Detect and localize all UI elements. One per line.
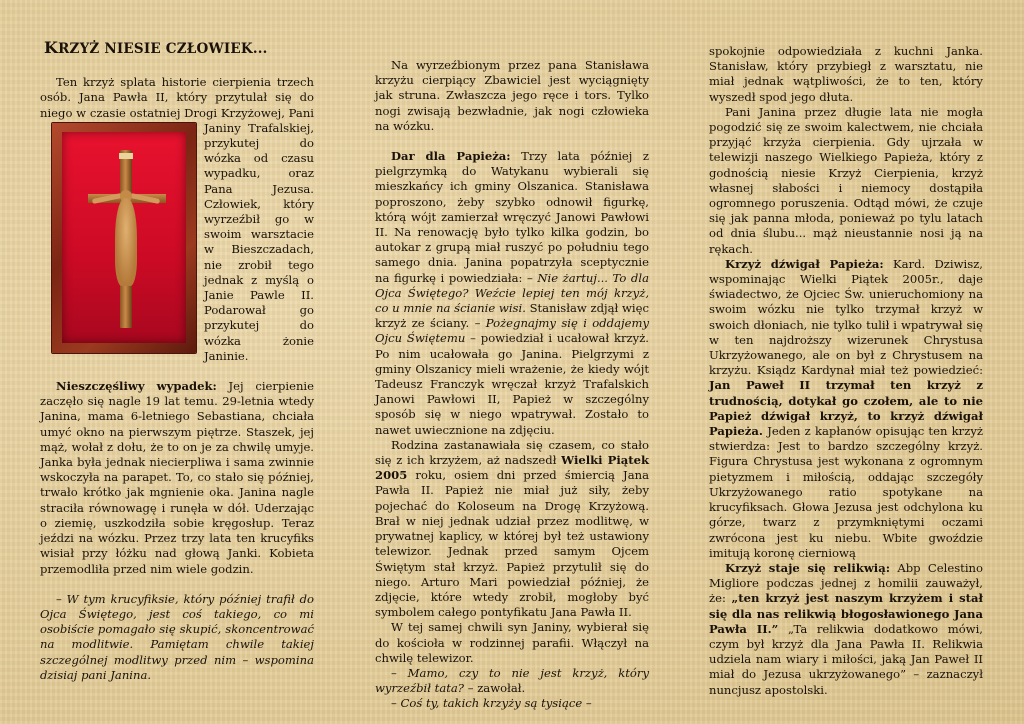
paragraph: Dar dla Papieża: Trzy lata później z pielgrzymką do Watykanu wybierali się mieszkańcy ich gminy Olszanica. Stanisława poproszono, żeby szybko odnowił figurkę, którą wójt zamierzał wręczyć Janowi Pawłowi II. Na renowację było tylko kilka godzin, bo autokar z grupą miał ruszyć po południu tego samego dnia. Janina popatrzyła sceptycznie na figurkę i powiedziała: – Nie żartuj... To dla Ojca Świętego? Weźcie lepiej ten mój krzyż, co u mnie na ścianie wisi. Stanisław zdjął więc krzyż ze ściany. – Pożegnajmy się i oddajemy Ojcu Świętemu – powiedział i ucałował krzyż. Po nim ucałowała go Janina. Pielgrzymi z gminy Olszanicy mieli wrażenie, że kiedy wójt Tadeusz Franczyk wręczał krzyż Trafalskich Janowi Pawłowi II, Papież w szczególny sposób się w niego wpatrywał. Zostało to nawet uwiecznione na zdjęciu.	[375, 149, 650, 437]
section-heading: Nieszczęśliwy wypadek:	[56, 379, 217, 394]
paragraph-accident: Nieszczęśliwy wypadek: Jej cierpienie zaczęło się nagle 19 lat temu. 29-letnia wtedy Janina, mama 6-letniego Sebastiana, chciała umyć okno na pierwszym piętrze. Staszek, jej mąż, wołał z dołu, że to on je za chwilę umyje. Janka była jednak niecierpliwa i sama zwinnie wskoczyła na parapet. To, co stało się później, trwało krótko jak mgnienie oka. Janina nagle straciła równowagę i runęła w dół. Uderzając o ziemię, uszkodziła sobie kręgosłup. Teraz jeździ na wózku. Przez trzy lata ten krucyfiks wisiał przy łóżku nad głową Janki. Kobieta przemodliła przed nim wiele godzin.	[40, 379, 314, 576]
paragraph: Krzyż staje się relikwią: Abp Celestino Migliore podczas jednej z homilii zauważył, że: „ten krzyż jest naszym krzyżem i stał się dla nas relikwią błogosławionego Jana Pawła II.” „Ta relikwia dodatkowo mówi, czym był krzyż dla Jana Pawła II. Relikwia udziela nam wiary i miłości, jaką Jan Paweł II miał do Jezusa ukrzyżowanego” – zaznaczył nuncjusz apostolski.	[709, 560, 983, 697]
paragraph: – Coś ty, takich krzyży są tysiące –	[391, 696, 592, 711]
christ-figure	[115, 198, 137, 286]
paragraph: spokojnie odpowiedziała z kuchni Janka. Stanisław, który przybiegł z warsztatu, nie miał jednak wątpliwości, że to ten, który wyszedł spod jego dłuta.	[709, 44, 983, 104]
paragraph-intro	[40, 75, 314, 364]
inri-plate	[119, 153, 133, 159]
intro-text-start: Ten krzyż splata historie cierpienia trzech osób. Jana Pawła II, który przytulał się do niego w czasie ostatniej Drogi Krzyżowej, Pani	[40, 75, 314, 120]
paragraph: W tej samej chwili syn Janiny, wybierał się do kościoła w rodzinnej parafii. Włączył na chwilę telewizor.	[375, 620, 649, 665]
paragraph: Krzyż dźwigał Papieża: Kard. Dziwisz, wspominając Wielki Piątek 2005r., daje świadectwo, że Ojciec Św. unieruchomiony na swoim wózku nie tylko trzymał krzyż w swoich dłoniach, nie tylko tulił i wpatrywał się w ten najdroższy wizerunek Chrystusa Ukrzyżowanego, ale on był z Chrystusem na krzyżu. Ksiądz Kardynał miał też powiedzieć: Jan Paweł II trzymał ten krzyż z trudnością, dotykał go czołem, ale to nie Papież dźwigał krzyż, to krzyż dźwigał Papieża. Jeden z kapłanów opisując ten krzyż stwierdza: Jest to bardzo szczególny krzyż. Figura Chrystusa jest wykonana z ogromnym pietyzmem i miłością, oddając szczegóły Ukrzyżowanego ratio spotykane na krucyfiksach. Głowa Jezusa jest odchylona ku górze, twarz z przymkniętymi oczami zwrócona jest ku niebu. Wbite gwoździe imitują koronę cierniową	[709, 256, 983, 560]
red-background	[62, 132, 186, 343]
intro-text-rest: Janiny Trafalskiej, przykutej do wózka od czasu wypadku, oraz Pana Jezusa. Człowiek, który wyrzeźbił go w swoim warsztacie w Bieszczadach, nie zrobił tego jednak z myślą o Janie Pawle II. Podarował go przykutej do wózka żonie Janinie.	[204, 120, 314, 363]
paragraph: Pani Janina przez długie lata nie mogła pogodzić się ze swoim kalectwem, nie chciała przyjąć krzyża cierpienia. Gdy ujrzała w telewizji naszego Wielkiego Papieża, który z godnością niesie Krzyż Cierpienia, krzyż własnej słabości i niemocy dostąpiła ogromnego poruszenia. Odtąd mówi, że czuje się jak panna młoda, ponieważ po tylu latach od dnia ślubu... mąż nieustannie nosi ją na rękach.	[709, 104, 983, 256]
paragraph: Rodzina zastanawiała się czasem, co stało się z ich krzyżem, aż nadszedł Wielki Piątek 2005 roku, osiem dni przed śmiercią Jana Pawła II. Papież nie miał już siły, żeby pojechać do Koloseum na Drogę Krzyżową. Brał w niej jednak udział przez modlitwę, w prywatnej kaplicy, w której był też ustawiony telewizor. Jednak przed samym Ojcem Świętym stał krzyż. Papież przytulił się do niego. Arturo Mari powiedział później, że zdjęcie, które wtedy zrobił, mogłoby być symbolem całego pontyfikatu Jana Pawła II.	[375, 437, 650, 620]
column-3	[709, 44, 983, 698]
paragraph: – Mamo, czy to nie jest krzyż, który wyrzeźbił tata? – zawołał.	[375, 665, 649, 696]
column-2	[375, 58, 649, 712]
article-title: KRZYŻ NIESIE CZŁOWIEK...	[44, 38, 268, 57]
paragraph-quote: – W tym krucyfiksie, który później trafił do Ojca Świętego, jest coś takiego, co mi osobiście pomagało się skupić, skoncentrować na modlitwie. Pamiętam chwile takiej szczególnej modlitwy przed nim – wspomina dzisiaj pani Janina.	[40, 591, 314, 682]
crucifix-photo	[52, 123, 196, 353]
column-1	[40, 40, 314, 683]
paragraph: Na wyrzeźbionym przez pana Stanisława krzyżu cierpiący Zbawiciel jest wyciągnięty jak struna. Zwłaszcza jego ręce i tors. Tylko nogi zwisają bezwładnie, jak nogi człowieka na wózku.	[375, 58, 649, 133]
